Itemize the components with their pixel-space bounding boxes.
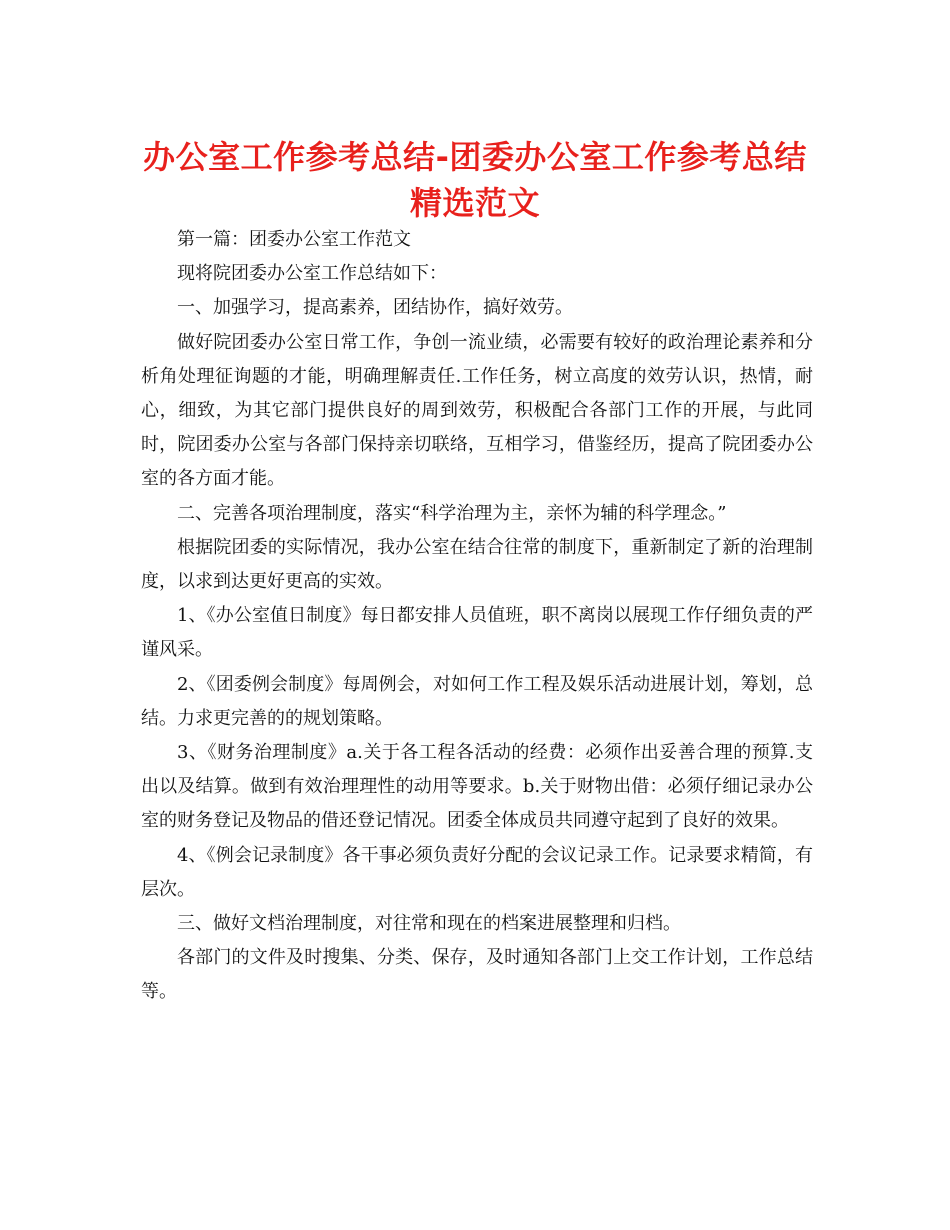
section-heading-three: 三、做好文档治理制度，对往常和现在的档案进展整理和归档。: [177, 913, 681, 935]
list-item-3: 3、《财务治理制度》a.关于各工程各活动的经费：必须作出妥善合理的预算.支出以及结算。做到有效治理理性的动用等要求。b.关于财物出借：必须仔细记录办公室的财务登记及物品的借还登记情况。团委全体成员共同遵守起到了良好的效果。: [141, 742, 813, 832]
body-paragraph: 根据院团委的实际情况，我办公室在结合往常的制度下，重新制定了新的治理制度，以求到达更好更高的实效。: [141, 536, 813, 593]
document-body: [141, 223, 813, 1010]
section-heading-part-one: 第一篇：团委办公室工作范文: [177, 229, 411, 250]
body-paragraph: 各部门的文件及时搜集、分类、保存，及时通知各部门上交工作计划，工作总结等。: [141, 947, 813, 1003]
body-paragraph: 做好院团委办公室日常工作，争创一流业绩，必需要有较好的政治理论素养和分析角处理征询题的才能，明确理解责任.工作任务，树立高度的效劳认识，热情，耐心，细致，为其它部门提供良好的周到效劳，积极配合各部门工作的开展，与此同时，院团委办公室与各部门保持亲切联络，互相学习，借鉴经历，提高了院团委办公室的各方面才能。: [141, 331, 813, 490]
section-heading-one: 一、加强学习，提高素养，团结协作，搞好效劳。: [177, 297, 573, 319]
list-item-4: 4、《例会记录制度》各干事必须负责好分配的会议记录工作。记录要求精简，有层次。: [141, 844, 813, 900]
list-item-1: 1、《办公室值日制度》每日都安排人员值班，职不离岗以展现工作仔细负责的严谨风采。: [141, 605, 813, 661]
document-title: 办公室工作参考总结-团委办公室工作参考总结精选范文: [143, 138, 807, 222]
intro-paragraph: 现将院团委办公室工作总结如下：: [177, 263, 447, 285]
section-heading-two: 二、完善各项治理制度，落实“科学治理为主，亲怀为辅的科学理念。”: [177, 502, 727, 524]
list-item-2: 2、《团委例会制度》每周例会，对如何工作工程及娱乐活动进展计划，筹划，总结。力求更完善的的规划策略。: [141, 673, 813, 729]
